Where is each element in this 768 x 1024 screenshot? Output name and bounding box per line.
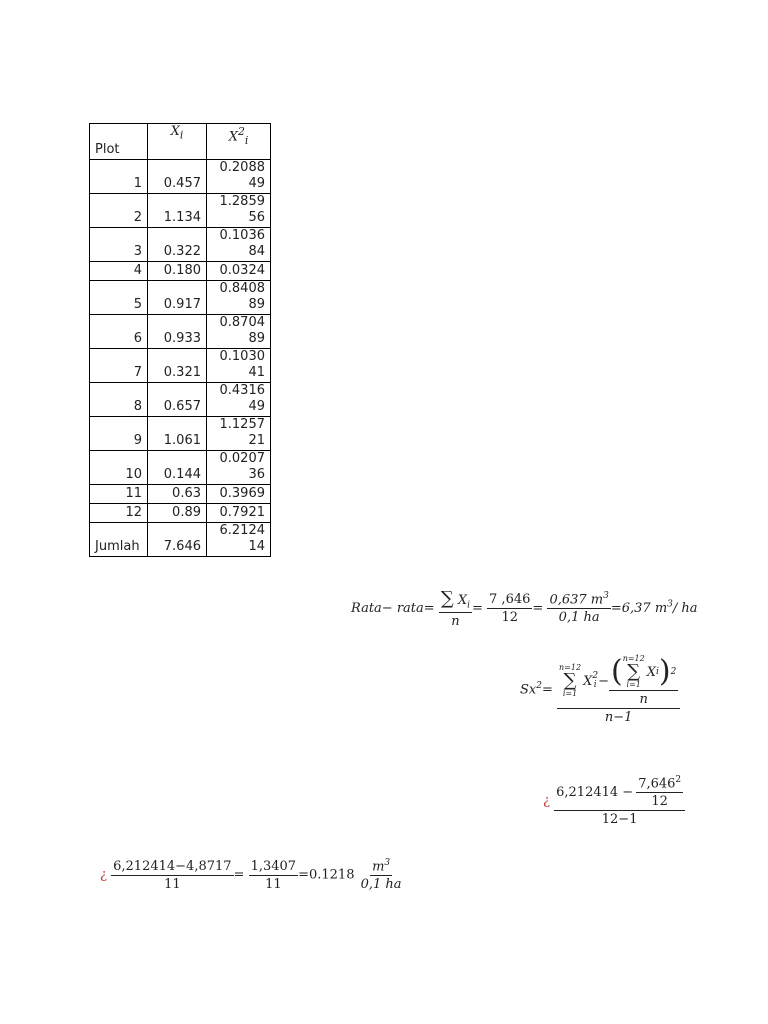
denominator: 11 xyxy=(265,876,282,892)
table-body xyxy=(90,160,271,523)
plot-number: 3 xyxy=(90,228,148,262)
sum-value: 7 ,646 xyxy=(489,591,531,607)
variance-fraction: n=12 ∑ i=1 X 2 i − ( n=12 ∑ i=1 X i ) 2 n n−1 xyxy=(557,655,680,725)
sub-i: i xyxy=(593,680,597,690)
plot-number: 10 xyxy=(90,451,148,485)
table-row xyxy=(90,315,271,349)
x-squared-value: 0.208849 xyxy=(207,160,271,194)
var-x: X xyxy=(646,664,657,680)
x-squared-value: 1.285956 xyxy=(207,194,271,228)
plot-number: 5 xyxy=(90,281,148,315)
equals-sign: = xyxy=(541,682,553,698)
x-squared-value: 0.020736 xyxy=(207,451,271,485)
plot-number: 1 xyxy=(90,160,148,194)
total-label: Jumlah xyxy=(90,523,148,557)
table-row xyxy=(90,281,271,315)
plot-number: 4 xyxy=(90,262,148,281)
n-denominator: n xyxy=(451,613,460,629)
variance-value: =0.1218 xyxy=(298,867,355,883)
x-squared-value: 0.103041 xyxy=(207,349,271,383)
x-value: 0.457 xyxy=(148,160,207,194)
minus-sign: − xyxy=(598,673,609,689)
n-minus-1: 12−1 xyxy=(601,812,638,828)
sigma-icon: ∑ xyxy=(627,661,641,682)
sum-lower-limit: i=1 xyxy=(562,689,578,698)
result-unit xyxy=(359,858,404,892)
substitution-fraction xyxy=(554,775,685,827)
x-squared-value: 0.431649 xyxy=(207,383,271,417)
mean-formula xyxy=(351,588,698,629)
plot-number: 8 xyxy=(90,383,148,417)
mean-label: Rata− rata xyxy=(351,600,424,616)
x-squared-value: 0.103684 xyxy=(207,228,271,262)
table-row xyxy=(90,194,271,228)
plot-volume-table xyxy=(89,123,271,557)
exp: 2 xyxy=(670,667,677,677)
table-row xyxy=(90,504,271,523)
variance-label: Sx xyxy=(520,682,537,698)
x-squared-value: 0.3969 xyxy=(207,485,271,504)
header-xi: $X_i$ xyxy=(148,124,207,160)
mean-fraction-1 xyxy=(439,588,472,629)
x-value: 0.180 xyxy=(148,262,207,281)
mean-fraction-2 xyxy=(487,592,532,625)
table-row xyxy=(90,485,271,504)
variance-formula xyxy=(520,655,680,725)
difference: 6,212414−4,8717 xyxy=(113,858,232,874)
x-value: 0.321 xyxy=(148,349,207,383)
table-row xyxy=(90,349,271,383)
table-header-row xyxy=(90,124,271,160)
table-row xyxy=(90,228,271,262)
exp: 3 xyxy=(667,599,673,610)
x-value: 0.917 xyxy=(148,281,207,315)
sum-squares: 6,212414 − xyxy=(556,784,634,800)
equals-sign: = xyxy=(233,867,245,883)
exp: 3 xyxy=(603,591,609,602)
lead-glyph: ¿ xyxy=(100,867,107,883)
table-row xyxy=(90,262,271,281)
x-squared-value: 1.125721 xyxy=(207,417,271,451)
plot-area: 0,1 ha xyxy=(360,877,402,893)
total-x: 7.646 xyxy=(148,523,207,557)
header-plot: Plot xyxy=(90,124,148,160)
per-ha: / ha xyxy=(672,600,698,616)
result-fraction-1 xyxy=(111,859,233,892)
sigma-icon: ∑ xyxy=(440,588,454,609)
header-xi-squared: $X^2_i$ xyxy=(207,124,271,160)
equals-sign: = xyxy=(423,600,435,616)
exp: 3 xyxy=(384,858,391,868)
difference-value: 1,3407 xyxy=(250,858,297,874)
x-value: 0.63 xyxy=(148,485,207,504)
sum-upper-limit: n=12 xyxy=(622,654,645,663)
exp: 2 xyxy=(592,671,599,681)
table-row xyxy=(90,383,271,417)
x-value: 0.933 xyxy=(148,315,207,349)
result-fraction-2 xyxy=(249,859,299,892)
lead-glyph: ¿ xyxy=(543,793,550,809)
n-minus-1: n−1 xyxy=(604,710,633,725)
equals-sign: = xyxy=(471,600,483,616)
x-value: 0.89 xyxy=(148,504,207,523)
sum-value: 7,646 xyxy=(638,776,676,792)
sigma-icon: ∑ xyxy=(563,670,577,691)
sub-i: i xyxy=(656,667,659,677)
variance-result xyxy=(100,858,404,892)
x-value: 1.061 xyxy=(148,417,207,451)
plot-area: 0,1 ha xyxy=(558,610,600,626)
plot-number: 6 xyxy=(90,315,148,349)
count-value: 12 xyxy=(501,609,518,625)
denominator: 11 xyxy=(164,876,181,892)
x-squared-value: 0.840889 xyxy=(207,281,271,315)
sum-upper-limit: n=12 xyxy=(559,663,582,672)
table-row xyxy=(90,160,271,194)
plot-number: 7 xyxy=(90,349,148,383)
sum-lower-limit: i=1 xyxy=(626,680,641,689)
x-squared-value: 0.870489 xyxy=(207,315,271,349)
table-row xyxy=(90,451,271,485)
mean-volume: 0,637 m xyxy=(549,592,604,608)
x-value: 1.134 xyxy=(148,194,207,228)
table-row xyxy=(90,417,271,451)
sum-sub: i xyxy=(467,600,470,611)
table-total-row xyxy=(90,523,271,557)
var-x: X xyxy=(583,673,593,689)
sum-var: X xyxy=(457,593,468,608)
equals-sign: = xyxy=(532,600,544,616)
mean-result: =6,37 m xyxy=(610,600,668,616)
x-squared-value: 0.0324 xyxy=(207,262,271,281)
inner-n: n xyxy=(639,692,648,707)
mean-fraction-3 xyxy=(547,591,610,625)
unit-m: m xyxy=(372,859,385,875)
plot-number: 12 xyxy=(90,504,148,523)
x-value: 0.322 xyxy=(148,228,207,262)
exp: 2 xyxy=(536,681,542,692)
plot-number: 11 xyxy=(90,485,148,504)
total-x2: 6.212414 xyxy=(207,523,271,557)
count-value: 12 xyxy=(651,794,668,810)
x-squared-value: 0.7921 xyxy=(207,504,271,523)
exp: 2 xyxy=(675,775,682,785)
plot-number: 9 xyxy=(90,417,148,451)
plot-number: 2 xyxy=(90,194,148,228)
x-value: 0.144 xyxy=(148,451,207,485)
variance-substitution xyxy=(543,775,685,827)
x-value: 0.657 xyxy=(148,383,207,417)
